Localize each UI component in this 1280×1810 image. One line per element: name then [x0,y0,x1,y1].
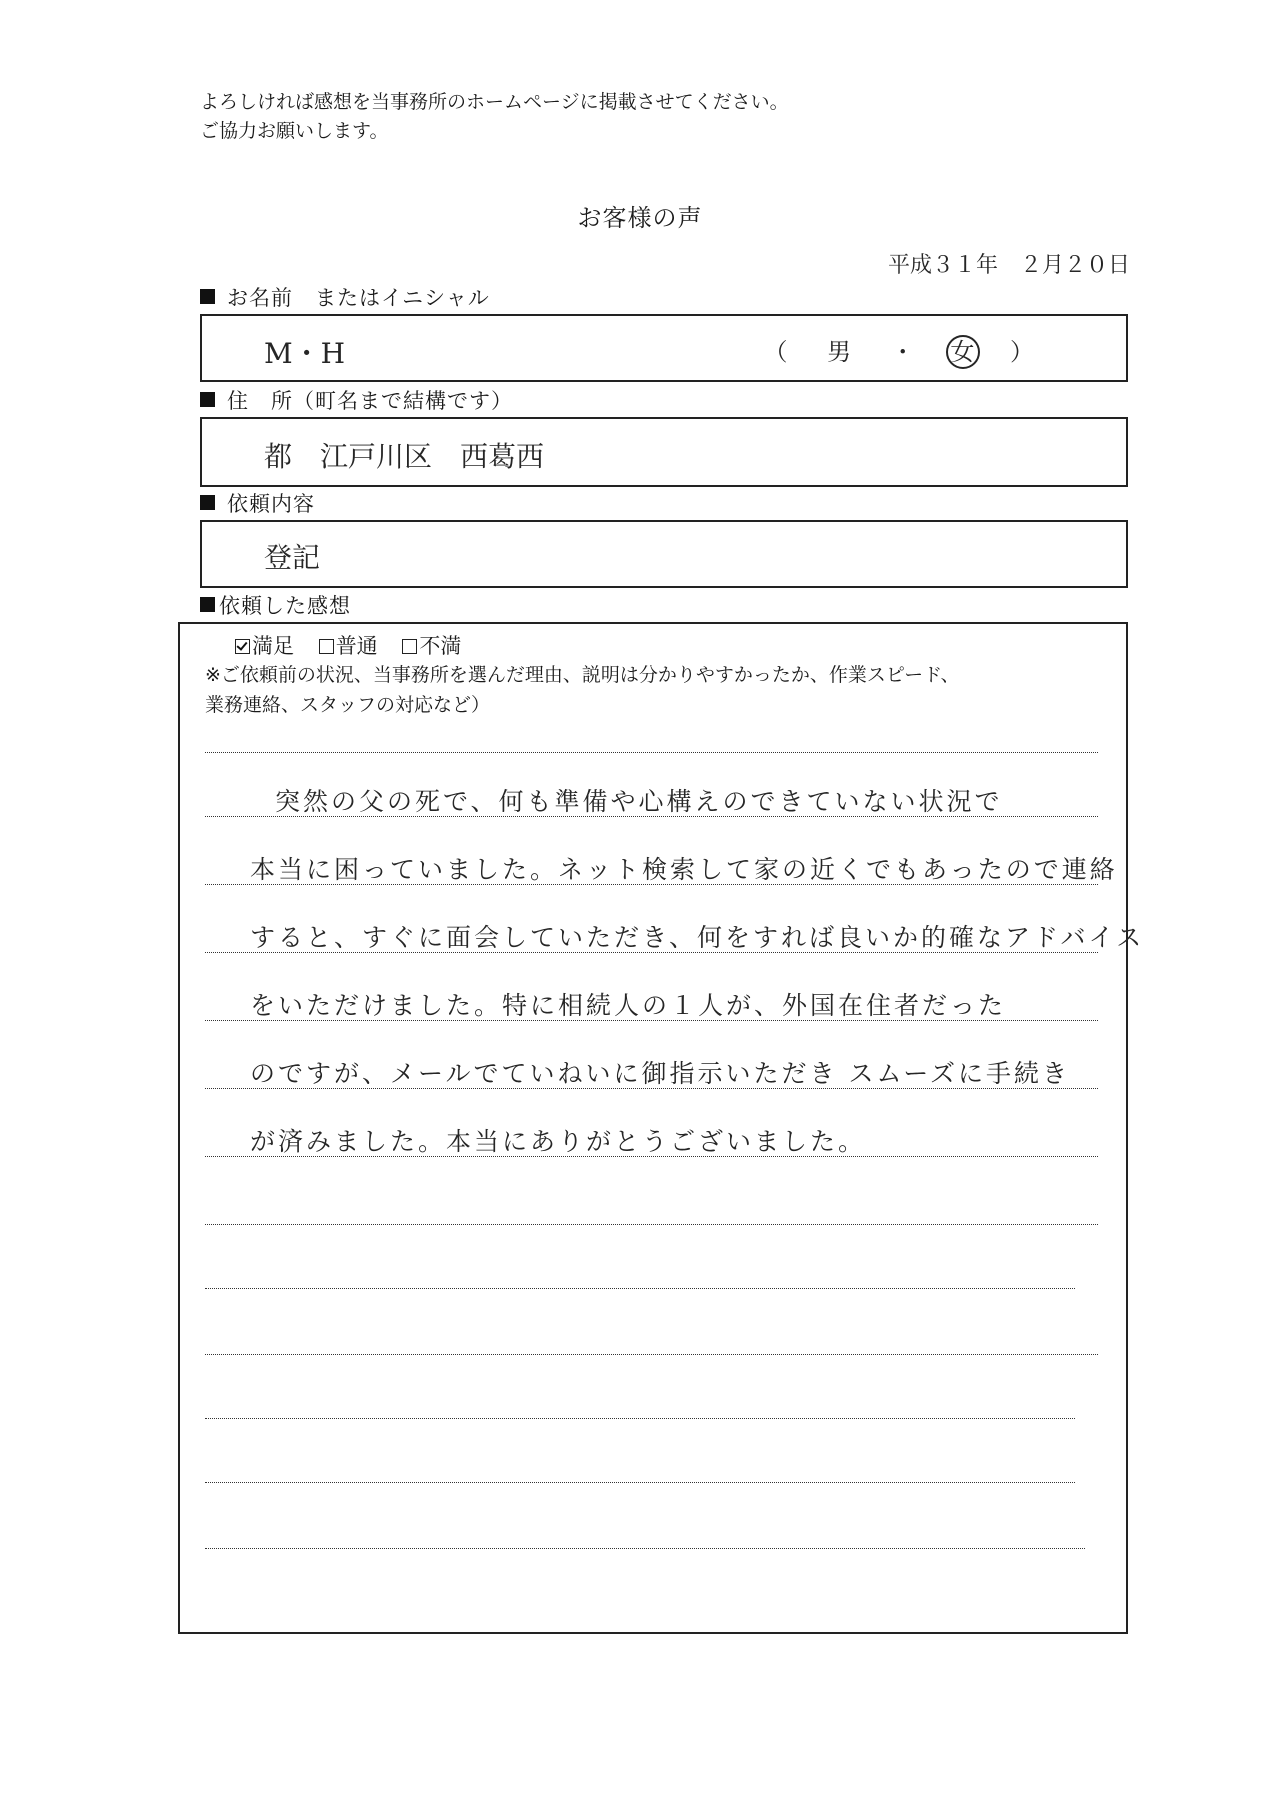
option-unsatisfied[interactable] [402,630,461,660]
comment-line-6: が済みました。本当にありがとうございました。 [250,1127,867,1156]
submission-date: 平成３１年 ２月２０日 [887,253,1130,278]
guide-line-1: ※ご依頼前の状況、当事務所を選んだ理由、説明は分かりやすかったか、作業スピード、 [205,664,960,686]
name-label [200,282,490,312]
name-value: M・H [264,337,346,370]
request-box [200,520,1128,588]
option-average[interactable] [319,630,378,660]
dotted-rule [205,752,1098,753]
option-average-label: 普通 [335,634,378,658]
request-label [200,488,315,518]
request-label-text: 依頼内容 [227,492,315,516]
option-unsatisfied-label: 不満 [419,634,462,658]
dotted-rule [205,1224,1098,1225]
dotted-rule [205,1288,1075,1289]
form-title: お客様の声 [577,204,703,232]
option-satisfied-label: 満足 [252,634,294,658]
comment-line-4: をいただけました。特に相続人の１人が、外国在住者だった [250,991,1007,1020]
comment-line-5: のですが、メールでていねいに御指示いただき スムーズに手続き [250,1059,1070,1088]
comment-line-1: 突然の父の死で、何も準備や心構えのできていない状況で [275,787,1003,816]
checkbox-icon [402,639,417,654]
feedback-guide [205,660,1105,720]
dotted-rule [205,1088,1098,1089]
dotted-rule [205,1548,1085,1549]
comment-line-2: 本当に困っていました。ネット検索して家の近くでもあったので連絡 [250,855,1118,884]
guide-line-2: 業務連絡、スタッフの対応など） [205,694,491,716]
bullet-square-icon [200,289,215,304]
comment-line-3: すると、すぐに面会していただき、何をすれば良いか的確なアドバイス [250,923,1145,952]
dotted-rule [205,816,1098,817]
dotted-rule [205,1418,1075,1419]
satisfaction-options [235,630,479,660]
feedback-label [200,590,351,620]
intro-line-1: よろしければ感想を当事務所のホームページに掲載させてください。 [200,91,789,113]
gender-separator: ・ [890,338,917,366]
dotted-rule [205,884,1098,885]
address-box [200,417,1128,487]
intro-text [200,88,789,146]
bullet-square-icon [200,392,215,407]
dotted-rule [205,1354,1098,1355]
feedback-label-text: 依頼した感想 [219,594,351,618]
address-label [200,385,513,415]
dotted-rule [205,1020,1098,1021]
dotted-rule [205,952,1098,953]
checkbox-icon [319,639,334,654]
feedback-box [178,622,1145,1634]
bullet-square-icon [200,495,215,510]
checkbox-checked-icon [235,639,250,654]
option-satisfied[interactable] [235,630,294,660]
intro-line-2: ご協力お願いします。 [200,120,389,142]
gender-open-paren: （ [763,338,790,366]
dotted-rule [205,1156,1098,1157]
name-box [200,314,1128,382]
bullet-square-icon [200,597,215,612]
gender-close-paren: ） [1010,338,1036,366]
address-label-text: 住 所（町名まで結構です） [227,389,513,413]
gender-female-circled: 女 [946,335,980,369]
gender-selector [763,332,1036,369]
address-value: 都 江戸川区 西葛西 [264,440,545,473]
dotted-rule [205,1482,1075,1483]
gender-male: 男 [827,338,854,366]
request-value: 登記 [264,541,321,574]
name-label-text: お名前 またはイニシャル [227,286,490,310]
